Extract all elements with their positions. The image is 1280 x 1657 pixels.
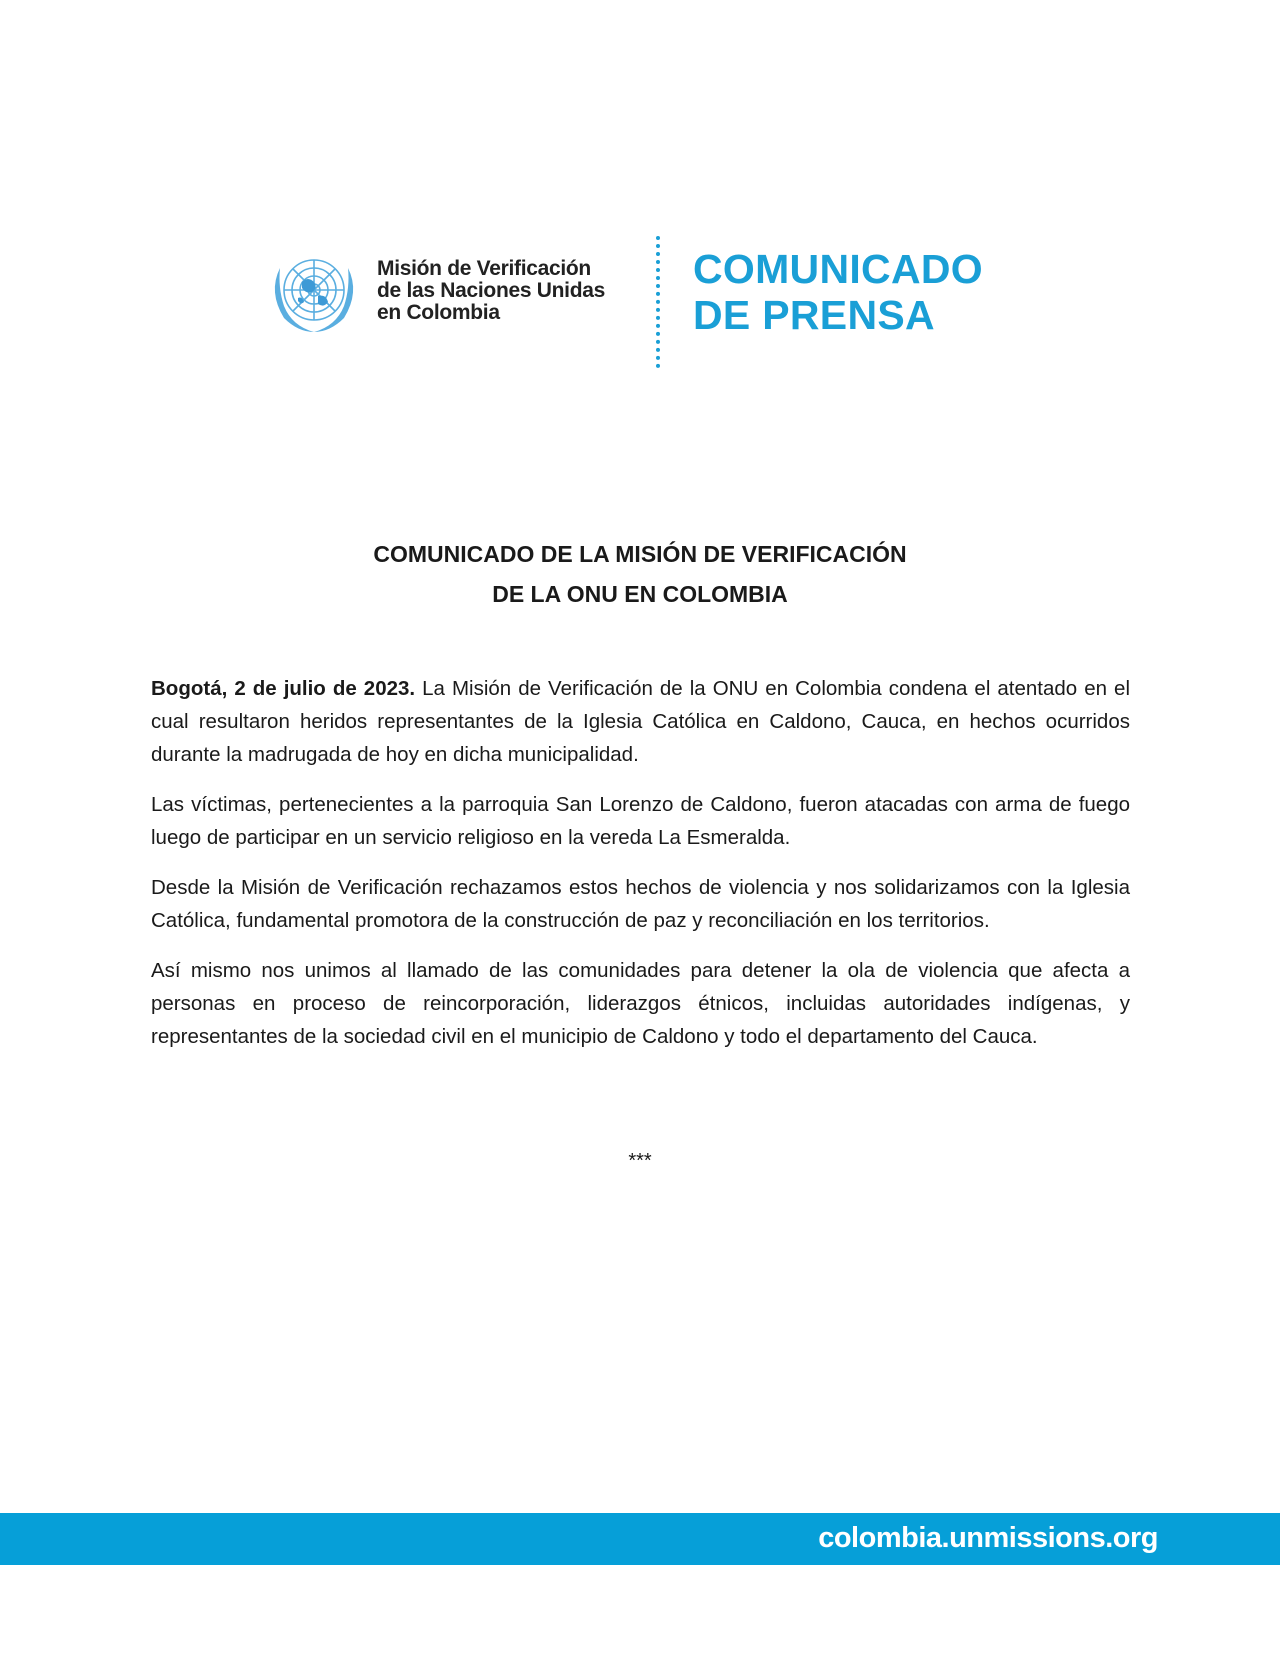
un-emblem-logo [262,248,366,338]
document-body [151,672,1130,1070]
paragraph-4: Así mismo nos unimos al llamado de las comunidades para detener la ola de violencia que afecta a personas en proceso de reincorporación, liderazgos étnicos, incluidas autoridades indígenas, y representantes de la sociedad civil en el municipio de Caldono y todo el departamento del Cauca. [151,959,1130,1048]
org-name-line: Misión de Verificación [377,257,591,280]
document-title [0,534,1280,614]
paragraph-1 [151,672,1130,771]
press-line: DE PRENSA [693,292,935,338]
org-name-line: de las Naciones Unidas [377,279,605,302]
title-line: COMUNICADO DE LA MISIÓN DE VERIFICACIÓN [373,541,907,567]
end-mark: *** [628,1150,652,1172]
footer-band [0,1513,1280,1565]
paragraph-2: Las víctimas, pertenecientes a la parroquia San Lorenzo de Caldono, fueron atacadas con arma de fuego luego de participar en un servicio religioso en la vereda La Esmeralda. [151,793,1130,849]
dotted-divider [656,236,660,368]
organization-name [377,258,605,324]
dateline: Bogotá, 2 de julio de 2023. [151,677,416,700]
website-url: colombia.unmissions.org [818,1522,1158,1554]
org-name-line: en Colombia [377,301,500,324]
title-line: DE LA ONU EN COLOMBIA [492,581,788,607]
paragraph-3: Desde la Misión de Verificación rechazamos estos hechos de violencia y nos solidarizamos con la Iglesia Católica, fundamental promotora de la construcción de paz y reconciliación en los territorios. [151,876,1130,932]
paragraph-1-text: La Misión de Verificación de la ONU en Colombia condena el atentado en el cual resultaron heridos representantes de la Iglesia Católica en Caldono, Cauca, en hechos ocurridos durante la madrugada de hoy en dicha municipalidad. [151,677,1131,766]
press-release-heading [693,246,983,338]
press-line: COMUNICADO [693,246,983,292]
